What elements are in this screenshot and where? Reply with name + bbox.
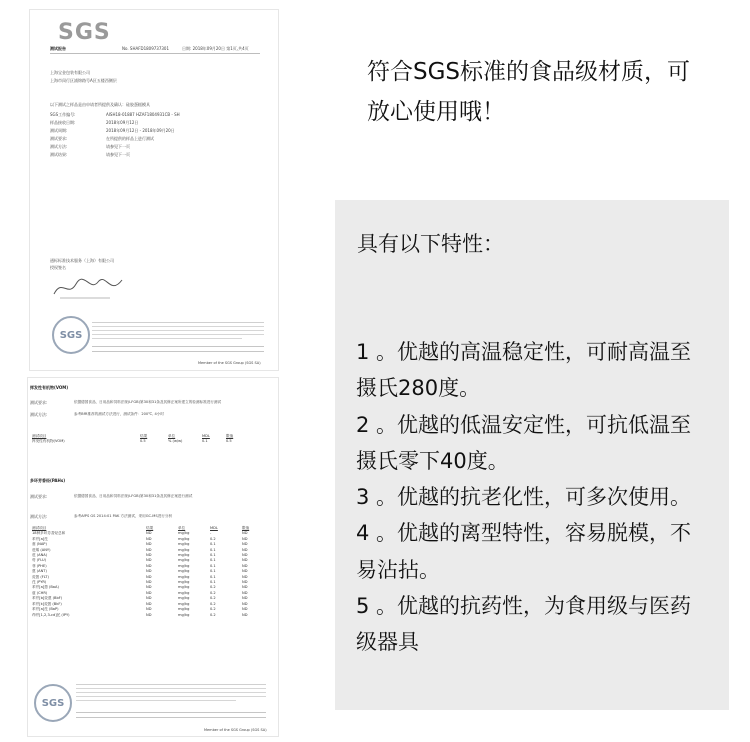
- row-label: 测试要求:: [30, 400, 48, 405]
- features-title: 具有以下特性：: [357, 232, 504, 256]
- table-row: 苯并[a]芘 ND mg/kg 0.2 ND: [32, 536, 248, 541]
- report-intro: 以下测试之样品是由申请者所提供及确认：硅胶蛋糕模具: [50, 102, 150, 107]
- table-row: 苯并[k]荧蒽 (BkF) ND mg/kg 0.2 ND: [32, 601, 248, 606]
- divider: [50, 53, 260, 54]
- row-value: 依据德国食品、日用品和饲料法规(LFGB)第30和31条及其修正案进行测试: [74, 494, 193, 498]
- sgs-member-note: Member of the SGS Group (SGS SA): [204, 728, 267, 732]
- section-title-pah: 多环芳香烃(PAHs): [30, 478, 66, 483]
- field-label: 测试结果:: [50, 152, 68, 157]
- features-list: [356, 334, 701, 661]
- sgs-seal-stamp: SGS: [52, 316, 90, 354]
- client-name: 上海宝金包装有限公司: [50, 70, 90, 75]
- table-row: 苊 (ANA) ND mg/kg 0.1 ND: [32, 553, 248, 558]
- report-title: 测试报告: [50, 46, 66, 51]
- row-value: 参考BfR推荐的测试方法进行，测试条件：200℃, 4小时: [74, 412, 164, 416]
- sgs-report-page-2: [28, 378, 278, 736]
- field-label: 测试方法:: [50, 144, 68, 149]
- feature-item: 4 。优越的离型特性，容易脱模，不易沾拈。: [356, 521, 692, 582]
- table-row: 蒽 (ANT) ND mg/kg 0.1 ND: [32, 569, 248, 574]
- table-row: 萘 (NAP) ND mg/kg 0.1 ND: [32, 542, 248, 547]
- row-label: 测试要求:: [30, 494, 48, 499]
- table-row: 芘 (PYR) ND mg/kg 0.1 ND: [32, 580, 248, 585]
- sgs-member-note: Member of the SGS Group (SGS SA): [198, 361, 261, 365]
- field-label: SGS工作编号:: [50, 112, 76, 117]
- feature-item: 5 。优越的抗药性，为食用级与医药级器具: [356, 594, 692, 655]
- pah-results-table: [30, 526, 274, 618]
- table-row: 挥发性有机物(VOM) 0.5 % (w/w) 0.1 0.5: [32, 439, 232, 444]
- row-label: 测试方法:: [30, 514, 48, 519]
- row-value: 参考AfPS GS 2014:01 PAK 方法测试，采用GC-MS进行分析: [74, 514, 173, 518]
- signoff-company: 通标标准技术服务（上海）有限公司: [50, 258, 114, 263]
- table-row: 苯并[b]荧蒽 (BbF) ND mg/kg 0.2 ND: [32, 596, 248, 601]
- field-label: 测试要求:: [50, 136, 68, 141]
- headline: 符合SGS标准的食品级材质，可放心使用哦！: [367, 59, 691, 125]
- table-row: 荧蒽 (FLT) ND mg/kg 0.1 ND: [32, 574, 248, 579]
- field-value: 请参见下一页: [106, 144, 130, 149]
- table-row: 菲 (PHE) ND mg/kg 0.1 ND: [32, 563, 248, 568]
- field-value: 在所提供的样品上进行测试: [106, 136, 154, 141]
- feature-item: 2 。优越的低温安定性，可抗低温至摄氏零下40度。: [356, 412, 692, 473]
- sgs-report-page-1: [30, 10, 278, 370]
- sgs-seal-stamp: SGS: [34, 684, 72, 722]
- field-value: 2018年09月12日 - 2018年09月20日: [106, 128, 175, 133]
- table-row: 苯并[a]芘 (BaP) ND mg/kg 0.2 ND: [32, 607, 248, 612]
- field-value: 请参见下一页: [106, 152, 130, 157]
- field-label: 样品接收日期:: [50, 120, 76, 125]
- section-title-vom: 挥发性有机物(VOM): [30, 385, 69, 390]
- report-date: 日期: 2018年09月20日 第1页,共4页: [182, 46, 249, 51]
- feature-item: 1 。优越的高温稳定性，可耐高温至摄氏280度。: [356, 340, 692, 401]
- table-row: 苯并[a]蒽 (BaA) ND mg/kg 0.2 ND: [32, 585, 248, 590]
- sgs-logo: SGS: [58, 20, 111, 45]
- field-value: 2018年09月12日: [106, 120, 139, 125]
- table-row: 䓛 (CHR) ND mg/kg 0.2 ND: [32, 590, 248, 595]
- table-row: 茚并[1,2,3-cd]芘 (IPY) ND mg/kg 0.2 ND: [32, 612, 248, 617]
- table-header-row: 测试项目 结果 单位 MDL 限值: [32, 434, 234, 438]
- signature-icon: [50, 272, 140, 302]
- feature-item: 3 。优越的抗老化性，可多次使用。: [356, 485, 692, 510]
- table-row: 芴 (FLU) ND mg/kg 0.1 ND: [32, 558, 248, 563]
- field-label: 测试周期:: [50, 128, 68, 133]
- field-value: AISH18-01887 HZAF1804931CB - SH: [106, 112, 180, 117]
- table-row: 苊烯 (ANY) ND mg/kg 0.1 ND: [32, 547, 248, 552]
- signoff-label: 授权签名: [50, 265, 66, 270]
- client-address: 上海市闵行区浦锦路号A区五楼西侧层: [50, 78, 117, 83]
- table-row: 18种多环芳香烃总和 ND mg/kg - ND: [32, 531, 248, 536]
- row-label: 测试方法:: [30, 412, 48, 417]
- table-header-row: 测试项目 结果 单位 MDL 限值: [32, 526, 250, 530]
- vom-results-table: [30, 434, 270, 445]
- report-number: No. SHAFD1809737301: [122, 46, 170, 51]
- row-value: 依据德国食品、日用品和饲料法规(LFGB)第30和31条及其修正案所建立的检测标准进行测试: [74, 400, 222, 404]
